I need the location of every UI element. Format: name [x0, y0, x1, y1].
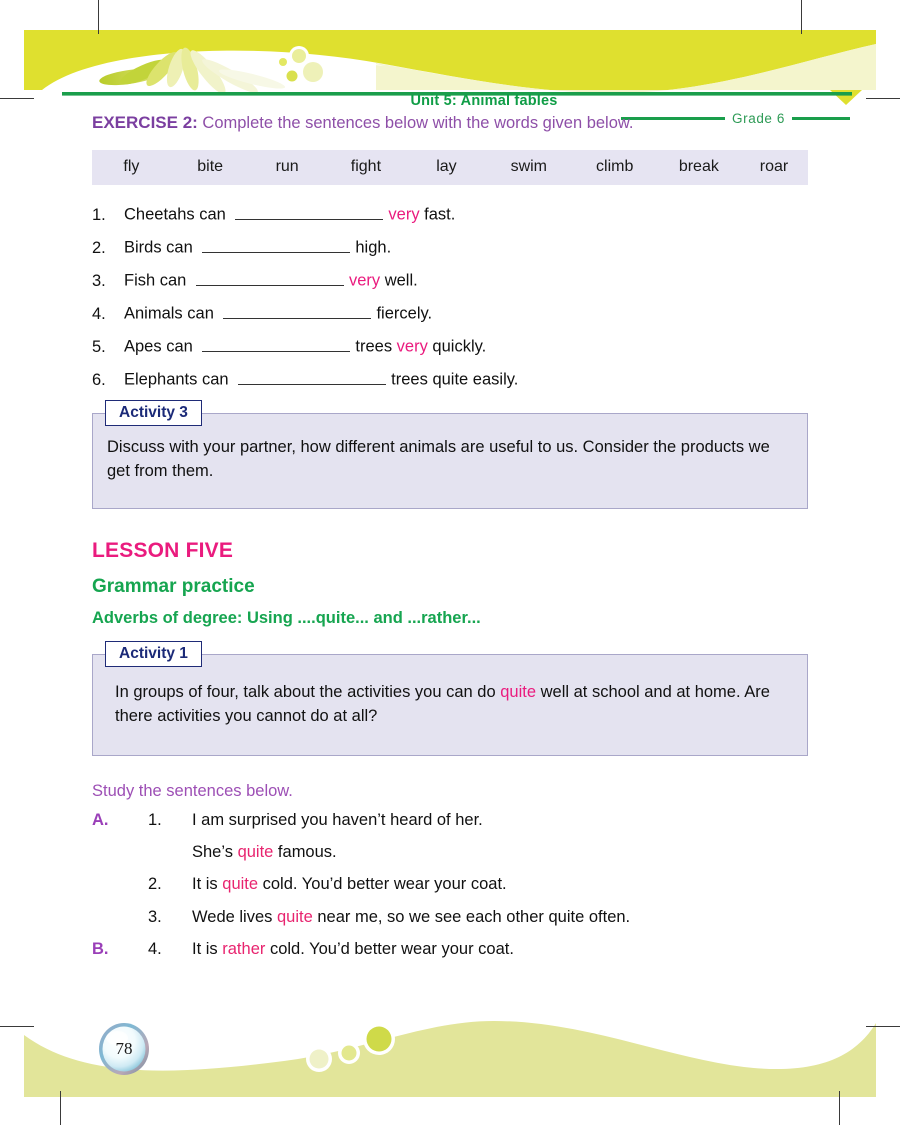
study-sentence-row — [92, 873, 812, 895]
study-sentence-text: It is quite cold. You’d better wear your coat. — [192, 875, 507, 894]
study-group-letter: A. — [92, 810, 109, 829]
study-sentence-row — [92, 938, 812, 960]
study-sentence-row — [92, 906, 812, 928]
sentence-number: 6. — [92, 370, 106, 389]
fill-in-sentence — [92, 203, 792, 226]
fill-in-sentence — [92, 236, 792, 259]
word-bank-item: roar — [759, 158, 789, 176]
crop-mark-bottom-left-vertical — [60, 1091, 61, 1125]
sentence-number: 1. — [92, 206, 106, 225]
study-note: Study the sentences below. — [92, 781, 293, 800]
activity-3-box — [92, 404, 808, 509]
highlight-word: quite — [237, 843, 274, 862]
study-group-letter: B. — [92, 939, 109, 958]
sentence-body: Fish can very well. — [124, 269, 418, 292]
study-sentence-text: She’s quite famous. — [192, 843, 337, 862]
study-sentence-row — [92, 841, 812, 863]
study-sentence-row — [92, 809, 812, 831]
sentence-body: Animals can fiercely. — [124, 302, 432, 325]
highlight-word: rather — [222, 939, 266, 958]
study-item-number: 3. — [148, 907, 162, 926]
word-bank-item: swim — [510, 158, 547, 176]
study-sentence-text: Wede lives quite near me, so we see each other quite often. — [192, 907, 631, 926]
word-bank-item: climb — [596, 158, 634, 176]
lesson-subtitle: Grammar practice — [92, 575, 255, 597]
fill-in-sentence — [92, 302, 792, 325]
page-number-badge — [97, 1021, 151, 1077]
crop-mark-bottom-left-horizontal — [0, 1026, 34, 1027]
fill-in-sentence — [92, 269, 792, 292]
fill-in-sentence — [92, 368, 792, 391]
exercise-instruction: Complete the sentences below with the words given below. — [202, 114, 634, 132]
study-item-number: 2. — [148, 875, 162, 894]
answer-blank[interactable] — [202, 236, 350, 253]
fill-in-sentence — [92, 335, 792, 358]
crop-mark-top-left-horizontal — [0, 98, 34, 99]
grade-label: Grade 6 — [732, 111, 785, 126]
study-sentence-text: I am surprised you haven’t heard of her. — [192, 810, 483, 829]
highlight-word: very — [388, 206, 420, 225]
fill-in-sentence-list — [92, 203, 792, 391]
lesson-title: LESSON FIVE — [92, 538, 234, 562]
sentence-number: 3. — [92, 271, 106, 290]
activity-3-text: Discuss with your partner, how different animals are useful to us. Consider the products we get from them. — [107, 438, 770, 480]
word-bank-item: run — [275, 158, 299, 176]
study-sentence-list — [92, 809, 812, 960]
sentence-number: 5. — [92, 337, 106, 356]
crop-mark-top-left-vertical — [98, 0, 99, 34]
exercise-label: EXERCISE 2: — [92, 113, 198, 132]
activity-1-box — [92, 644, 808, 756]
word-bank — [92, 150, 808, 185]
word-bank-item: lay — [436, 158, 457, 176]
word-bank-item: bite — [197, 158, 224, 176]
crop-mark-top-right-vertical — [801, 0, 802, 34]
answer-blank[interactable] — [202, 335, 350, 352]
page-number: 78 — [115, 1039, 133, 1058]
study-sentence-text: It is rather cold. You’d better wear your coat. — [192, 939, 514, 958]
sentence-number: 2. — [92, 239, 106, 258]
study-item-number: 1. — [148, 810, 162, 829]
highlight-word: quite — [222, 875, 259, 894]
exercise-heading — [92, 112, 900, 134]
word-bank-item: fly — [123, 158, 140, 176]
answer-blank[interactable] — [223, 302, 371, 319]
sentence-body: Cheetahs can very fast. — [124, 203, 455, 226]
answer-blank[interactable] — [238, 368, 386, 385]
highlight-word: very — [348, 271, 381, 290]
sentence-number: 4. — [92, 304, 106, 323]
activity-3-tab-label: Activity 3 — [105, 400, 202, 426]
highlight-word: quite — [276, 907, 313, 926]
highlight-word: very — [396, 337, 428, 356]
activity-1-tab-label: Activity 1 — [105, 641, 202, 667]
activity-1-text: In groups of four, talk about the activities you can do quite well at school and at home. Are there activities you cannot do at all? — [115, 682, 770, 725]
answer-blank[interactable] — [196, 269, 344, 286]
crop-mark-bottom-right-horizontal — [866, 1026, 900, 1027]
footer-decoration-svg — [24, 1001, 876, 1097]
word-bank-item: break — [678, 158, 719, 176]
page-footer — [24, 1001, 876, 1097]
sentence-body: Elephants can trees quite easily. — [124, 368, 518, 391]
lesson-topic: Adverbs of degree: Using ....quite... and ...rather... — [92, 608, 481, 627]
answer-blank[interactable] — [235, 203, 383, 220]
study-item-number: 4. — [148, 939, 162, 958]
sentence-body: Apes can trees very quickly. — [124, 335, 486, 358]
unit-title: Unit 5: Animal fables — [410, 93, 558, 109]
highlight-word: quite — [500, 682, 537, 701]
page-content — [0, 112, 900, 970]
sentence-body: Birds can high. — [124, 236, 391, 259]
word-bank-item: fight — [350, 158, 382, 176]
crop-mark-top-right-horizontal — [866, 98, 900, 99]
crop-mark-bottom-right-vertical — [839, 1091, 840, 1125]
